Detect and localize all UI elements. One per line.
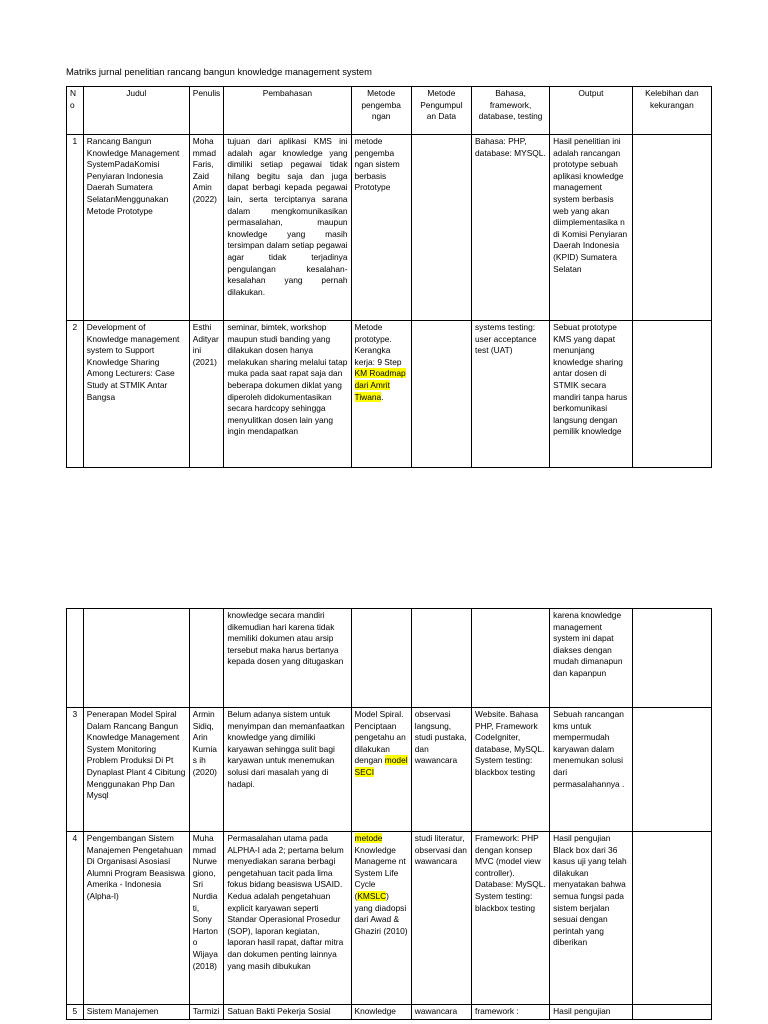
row-metode-pengembangan — [351, 708, 411, 832]
highlighted-text: model SECI — [354, 755, 408, 777]
header-pembahasan: Pembahasan — [224, 87, 351, 135]
header-judul: Judul — [83, 87, 189, 135]
row-metode-pengembangan: metode pengemba ngan sistem berbasis Prototype — [351, 135, 411, 321]
row-number: 3 — [67, 708, 84, 832]
row-metode-pengumpulan — [411, 135, 471, 321]
row-bahasa-framework: Bahasa: PHP, database: MYSQL. — [472, 135, 550, 321]
row-number: 5 — [67, 1005, 84, 1020]
row-penulis: Armin Sidiq, Arin Kurnias ih (2020) — [189, 708, 224, 832]
row-metode-pengumpulan: observasi langsung, studi pustaka, dan wawancara — [411, 708, 471, 832]
row-judul — [83, 609, 189, 708]
row-metode-pengembangan — [351, 321, 411, 468]
row-bahasa-framework: framework : — [472, 1005, 550, 1020]
header-metode-pengumpulan: Metode Pengumpul an Data — [411, 87, 471, 135]
header-metode-pengembangan: Metode pengemba ngan — [351, 87, 411, 135]
row-judul: Sistem Manajemen — [83, 1005, 189, 1020]
row-metode-pengumpulan: studi literatur, observasi dan wawancara — [411, 832, 471, 1005]
metode-text: Model Spiral. Penciptaan pengetahu an dilakukan dengan — [354, 709, 406, 766]
row-penulis — [189, 609, 224, 708]
row-number: 4 — [67, 832, 84, 1005]
row-pembahasan: Belum adanya sistem untuk menyimpan dan memanfaatkan knowledge yang dimiliki karyawan sehingga sulit bagi karyawan untuk menemukan solusi dari masalah yang di hadapi. — [224, 708, 351, 832]
header-bahasa-framework: Bahasa, framework, database, testing — [472, 87, 550, 135]
table-header-row — [67, 87, 712, 135]
row-pembahasan: knowledge secara mandiri dikemudian hari karena tidak memiliki dokumen atau arsip tersebut maka harus bertanya kepada dosen yang ditugaskan — [224, 609, 351, 708]
research-matrix-table-page-1 — [66, 86, 712, 468]
document-caption: Matriks jurnal penelitian rancang bangun knowledge management system — [66, 66, 372, 77]
row-kelebihan — [632, 708, 711, 832]
header-no: No — [67, 87, 84, 135]
row-judul: Development of Knowledge management system to Support Knowledge Sharing Among Lecturers: Case Study at STMIK Antar Bangsa — [83, 321, 189, 468]
row-kelebihan — [632, 832, 711, 1005]
row-number: 1 — [67, 135, 84, 321]
row-metode-pengembangan — [351, 609, 411, 708]
row-output: Hasil penelitian ini adalah rancangan prototype sebuah aplikasi knowledge management system berbasis web yang akan diimplementasika n di Komisi Penyiaran Daerah Indonesia (KPID) Sumatera Selatan — [550, 135, 633, 321]
table-row — [67, 1005, 712, 1020]
row-metode-pengembangan — [351, 832, 411, 1005]
row-pembahasan: Permasalahan utama pada ALPHA-I ada 2; pertama belum menyediakan sarana berbagi pengetahuan tacit pada lima fokus bidang beasiswa USAID. Kedua adalah pengetahuan explicit karyawan seperti Standar Operasional Prosedur (SOP), laporan kegiatan, laporan hasil rapat, daftar mitra dan dokumen penting lainnya yang masih dibukukan — [224, 832, 351, 1005]
header-kelebihan: Kelebihan dan kekurangan — [632, 87, 711, 135]
row-bahasa-framework — [472, 609, 550, 708]
header-output: Output — [550, 87, 633, 135]
row-output: Sebuah rancangan kms untuk mempermudah karyawan dalam menemukan solusi dari permasalahannya . — [550, 708, 633, 832]
row-output: Hasil pengujian — [550, 1005, 633, 1020]
row-output: karena knowledge management system ini dapat diakses dengan mudah dimanapun dan kapanpun — [550, 609, 633, 708]
highlighted-text-kmslc: KMSLC — [357, 890, 387, 901]
row-penulis: Esthi Adityar ini (2021) — [189, 321, 224, 468]
row-number: 2 — [67, 321, 84, 468]
row-metode-pengembangan: Knowledge — [351, 1005, 411, 1020]
row-bahasa-framework: Website. Bahasa PHP, Framework CodeIgniter, database, MySQL. System testing: blackbox testing — [472, 708, 550, 832]
header-penulis: Penulis — [189, 87, 224, 135]
row-penulis: Tarmizi — [189, 1005, 224, 1020]
row-judul: Penerapan Model Spiral Dalam Rancang Bangun Knowledge Management System Monitoring Problem Produksi Di Pt Dynaplast Plant 4 Cibitung Menggunakan Php Dan Mysql — [83, 708, 189, 832]
table-row — [67, 321, 712, 468]
row-pembahasan: Satuan Bakti Pekerja Sosial — [224, 1005, 351, 1020]
table-row — [67, 135, 712, 321]
table-row — [67, 609, 712, 708]
highlighted-text: KM Roadmap dari Amrit Tiwana — [354, 368, 406, 402]
row-bahasa-framework: systems testing: user acceptance test (UAT) — [472, 321, 550, 468]
row-judul: Pengembangan Sistem Manajemen Pengetahuan Di Organisasi Asosiasi Alumni Program Beasiswa Amerika - Indonesia (Alpha-I) — [83, 832, 189, 1005]
metode-text-end: . — [381, 391, 384, 402]
row-metode-pengumpulan: wawancara — [411, 1005, 471, 1020]
row-kelebihan — [632, 321, 711, 468]
row-penulis: Moha mmad Faris, Zaid Amin (2022) — [189, 135, 224, 321]
metode-text-end: ) yang diadopsi dari Awad & Ghaziri (2010) — [354, 890, 408, 936]
table-row — [67, 708, 712, 832]
row-kelebihan — [632, 1005, 711, 1020]
row-output: Hasil pengujian Black box dari 36 kasus uji yang telah dilakukan menyatakan bahwa semua fungsi pada sistem berjalan sesuai dengan perintah yang diberikan — [550, 832, 633, 1005]
row-metode-pengumpulan — [411, 609, 471, 708]
row-kelebihan — [632, 609, 711, 708]
row-judul: Rancang Bangun Knowledge Management SystemPadaKomisi Penyiaran Indonesia Daerah Sumatera SelatanMenggunakan Metode Prototype — [83, 135, 189, 321]
row-penulis: Muha mmad Nurwe giono, Sri Nurdia ti, Sony Harton o Wijaya (2018) — [189, 832, 224, 1005]
row-pembahasan: tujuan dari aplikasi KMS ini adalah agar knowledge yang dimiliki setiap pegawai tidak hilang begitu saja dan juga dapat berbagi kepada pegawai lain, serta terciptanya sarana dalam mengkomunikasikan permasalahan, maupun knowledge yang masih tersimpan dalam setiap pegawai agar tidak terjadinya pengulangan kesalahan-kesalahan yang pernah dilakukan. — [224, 135, 351, 321]
research-matrix-table-page-2 — [66, 608, 712, 1020]
row-metode-pengumpulan — [411, 321, 471, 468]
row-kelebihan — [632, 135, 711, 321]
table-row — [67, 832, 712, 1005]
row-pembahasan: seminar, bimtek, workshop maupun studi banding yang dilakukan dosen hanya melakukan sharing melalui tatap muka pada saat rapat saja dan beberapa dokumen diklat yang diperoleh didokumentasikan secara hardcopy sehingga menyulitkan dosen lain yang ingin mendapatkan — [224, 321, 351, 468]
row-number — [67, 609, 84, 708]
row-output: Sebuat prototype KMS yang dapat menunjang knowledge sharing antar dosen di STMIK secara mandiri tanpa harus berkomunikasi langsung dengan pemilik knowledge — [550, 321, 633, 468]
metode-text: Knowledge Manageme nt System Life Cycle ( — [354, 844, 406, 901]
row-bahasa-framework: Framework: PHP dengan konsep MVC (model view controller). Database: MySQL. System testing: blackbox testing — [472, 832, 550, 1005]
metode-text: Metode prototype. Kerangka kerja: 9 Step — [354, 322, 402, 367]
highlighted-text: metode — [354, 833, 383, 843]
